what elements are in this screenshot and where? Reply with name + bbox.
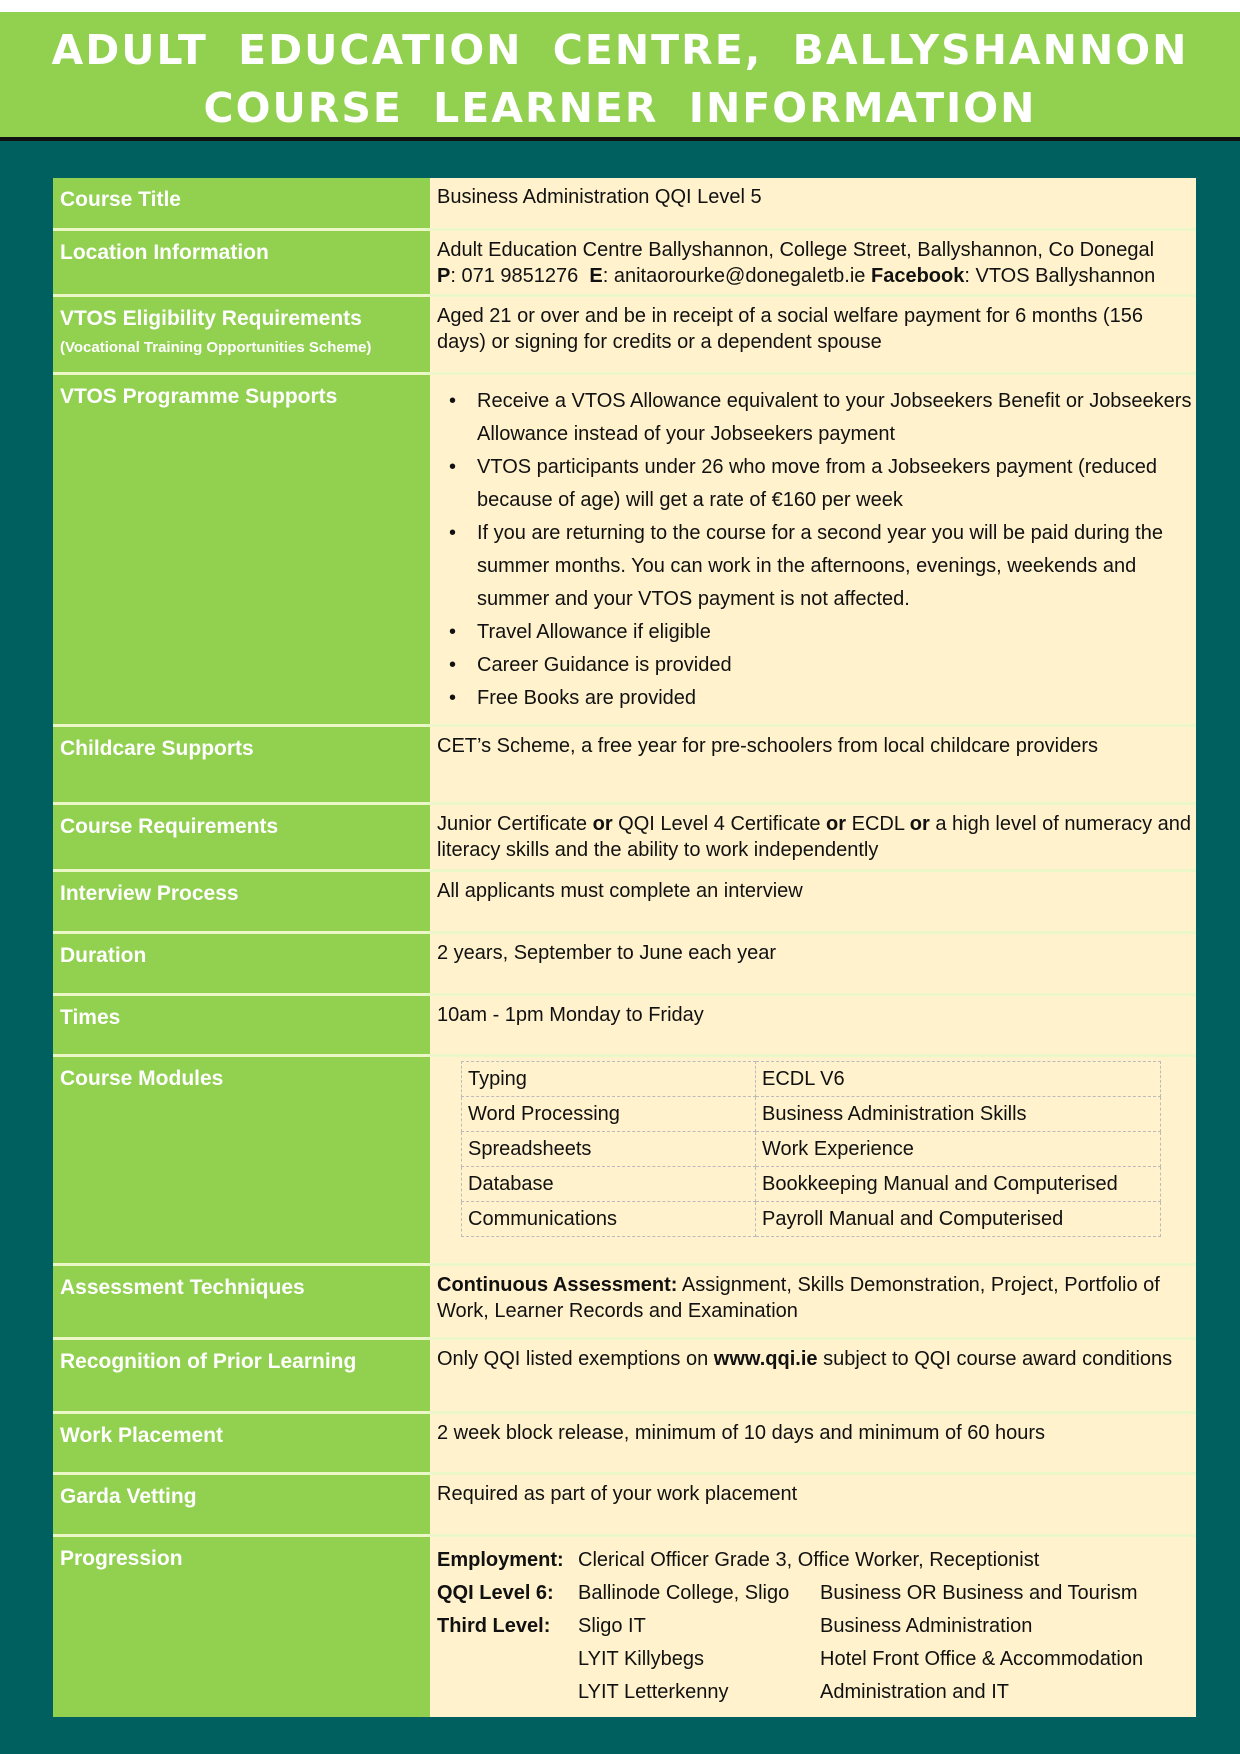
assessment-type: Continuous Assessment: — [437, 1274, 678, 1296]
list-item: • Travel Allowance if eligible — [477, 616, 1196, 649]
progression-destination: LYIT Killybegs — [578, 1648, 704, 1670]
interview-label: Interview Process — [53, 872, 430, 931]
eligibility-value: Aged 21 or over and be in receipt of a social welfare payment for 6 months (156 days) or signing for credits or a dependent spouse — [431, 297, 1196, 372]
table-row — [462, 1167, 1161, 1202]
row-garda — [53, 1475, 1196, 1534]
email-address: : anitaorourke@donegaletb.ie — [602, 265, 866, 287]
progression-value — [431, 1537, 1196, 1717]
placement-label: Work Placement — [53, 1414, 430, 1472]
location-label: Location Information — [53, 231, 430, 294]
module-cell: Payroll Manual and Computerised — [756, 1202, 1161, 1237]
rpl-value — [431, 1340, 1196, 1411]
course-title-value: Business Administration QQI Level 5 — [431, 178, 1196, 228]
modules-table — [461, 1061, 1161, 1237]
email-label: E — [589, 265, 603, 287]
interview-value: All applicants must complete an interview — [431, 872, 1196, 931]
row-duration — [53, 934, 1196, 993]
module-cell: Word Processing — [462, 1097, 756, 1132]
progression-destination: Sligo IT — [578, 1615, 646, 1637]
header-banner — [0, 12, 1240, 137]
rpl-text: subject to QQI course award conditions — [817, 1348, 1173, 1370]
or-text: or — [826, 813, 847, 835]
qqi-website: www.qqi.ie — [713, 1348, 818, 1370]
table-row — [462, 1062, 1161, 1097]
assessment-text: Assignment, Skills Demonstration, Project, Portfolio of Work, Learner Records and Examination — [437, 1274, 1160, 1322]
location-value — [431, 231, 1196, 294]
document-title: COURSE LEARNER INFORMATION — [203, 84, 1037, 132]
modules-label: Course Modules — [53, 1057, 430, 1263]
row-interview — [53, 872, 1196, 931]
assessment-value — [431, 1266, 1196, 1337]
progression-label: Progression — [53, 1537, 430, 1717]
row-supports — [53, 375, 1196, 724]
contact-line — [437, 263, 1196, 289]
supports-value — [431, 375, 1196, 724]
requirements-text: ECDL — [846, 813, 910, 835]
module-cell: Business Administration Skills — [756, 1097, 1161, 1132]
assessment-label: Assessment Techniques — [53, 1266, 430, 1337]
facebook-label: Facebook — [871, 265, 965, 287]
rpl-text: Only QQI listed exemptions on — [437, 1348, 714, 1370]
module-cell: Work Experience — [756, 1132, 1161, 1167]
progression-destination: Clerical Officer Grade 3, Office Worker, Receptionist — [578, 1549, 1040, 1571]
requirements-text: QQI Level 4 Certificate — [612, 813, 827, 835]
or-text: or — [592, 813, 613, 835]
row-course-title — [53, 178, 1196, 228]
row-requirements — [53, 805, 1196, 869]
row-rpl — [53, 1340, 1196, 1411]
eligibility-title: VTOS Eligibility Requirements — [60, 307, 362, 330]
duration-value: 2 years, September to June each year — [431, 934, 1196, 993]
module-cell: Spreadsheets — [462, 1132, 756, 1167]
row-times — [53, 996, 1196, 1054]
supports-list — [437, 385, 1196, 715]
row-location — [53, 231, 1196, 294]
progression-category: Third Level: — [437, 1615, 551, 1637]
times-value: 10am - 1pm Monday to Friday — [431, 996, 1196, 1054]
row-eligibility — [53, 297, 1196, 372]
childcare-value: CET’s Scheme, a free year for pre-schoolers from local childcare providers — [431, 727, 1196, 802]
garda-value: Required as part of your work placement — [431, 1475, 1196, 1534]
requirements-text: Junior Certificate — [437, 813, 593, 835]
times-label: Times — [53, 996, 430, 1054]
placement-value: 2 week block release, minimum of 10 days and minimum of 60 hours — [431, 1414, 1196, 1472]
module-cell: ECDL V6 — [756, 1062, 1161, 1097]
eligibility-subtitle: (Vocational Training Opportunities Scheme) — [60, 339, 372, 356]
table-row — [462, 1097, 1161, 1132]
progression-destination: Ballinode College, Sligo — [578, 1582, 790, 1604]
garda-label: Garda Vetting — [53, 1475, 430, 1534]
requirements-value — [431, 805, 1196, 869]
rpl-label: Recognition of Prior Learning — [53, 1340, 430, 1411]
phone-label: P — [437, 265, 451, 287]
module-cell: Communications — [462, 1202, 756, 1237]
table-row — [462, 1202, 1161, 1237]
row-assessment — [53, 1266, 1196, 1337]
progression-course: Administration and IT — [820, 1681, 1009, 1703]
module-cell: Bookkeeping Manual and Computerised — [756, 1167, 1161, 1202]
requirements-text: a high level of numeracy and literacy skills and the ability to work independently — [437, 813, 1192, 861]
module-cell: Typing — [462, 1062, 756, 1097]
list-item: • Career Guidance is provided — [477, 649, 1196, 682]
requirements-label: Course Requirements — [53, 805, 430, 869]
progression-category: QQI Level 6: — [437, 1582, 554, 1604]
phone-number: : 071 9851276 — [450, 265, 579, 287]
list-item: • If you are returning to the course for a second year you will be paid during the summer months. You can work in the afternoons, evenings, weekends and summer and your VTOS payment is not affected. — [477, 517, 1196, 616]
row-progression — [53, 1537, 1196, 1717]
list-item: • Free Books are provided — [477, 682, 1196, 715]
eligibility-label — [53, 297, 430, 372]
childcare-label: Childcare Supports — [53, 727, 430, 802]
progression-course: Hotel Front Office & Accommodation — [820, 1648, 1144, 1670]
row-childcare — [53, 727, 1196, 802]
progression-destination: LYIT Letterkenny — [578, 1681, 729, 1703]
course-title-label: Course Title — [53, 178, 430, 228]
or-text: or — [909, 813, 930, 835]
list-item: • Receive a VTOS Allowance equivalent to your Jobseekers Benefit or Jobseekers Allowance instead of your Jobseekers payment — [477, 385, 1196, 451]
progression-course: Business OR Business and Tourism — [820, 1582, 1138, 1604]
module-cell: Database — [462, 1167, 756, 1202]
facebook-page: : VTOS Ballyshannon — [964, 265, 1156, 287]
table-row — [462, 1132, 1161, 1167]
list-item: • VTOS participants under 26 who move from a Jobseekers payment (reduced because of age) will get a rate of €160 per week — [477, 451, 1196, 517]
modules-value — [431, 1057, 1196, 1263]
progression-course: Business Administration — [820, 1615, 1033, 1637]
location-address: Adult Education Centre Ballyshannon, College Street, Ballyshannon, Co Donegal — [437, 239, 1155, 261]
centre-title: ADULT EDUCATION CENTRE, BALLYSHANNON — [51, 26, 1189, 74]
progression-category: Employment: — [437, 1549, 564, 1571]
supports-label: VTOS Programme Supports — [53, 375, 430, 724]
row-modules — [53, 1057, 1196, 1263]
duration-label: Duration — [53, 934, 430, 993]
row-placement — [53, 1414, 1196, 1472]
